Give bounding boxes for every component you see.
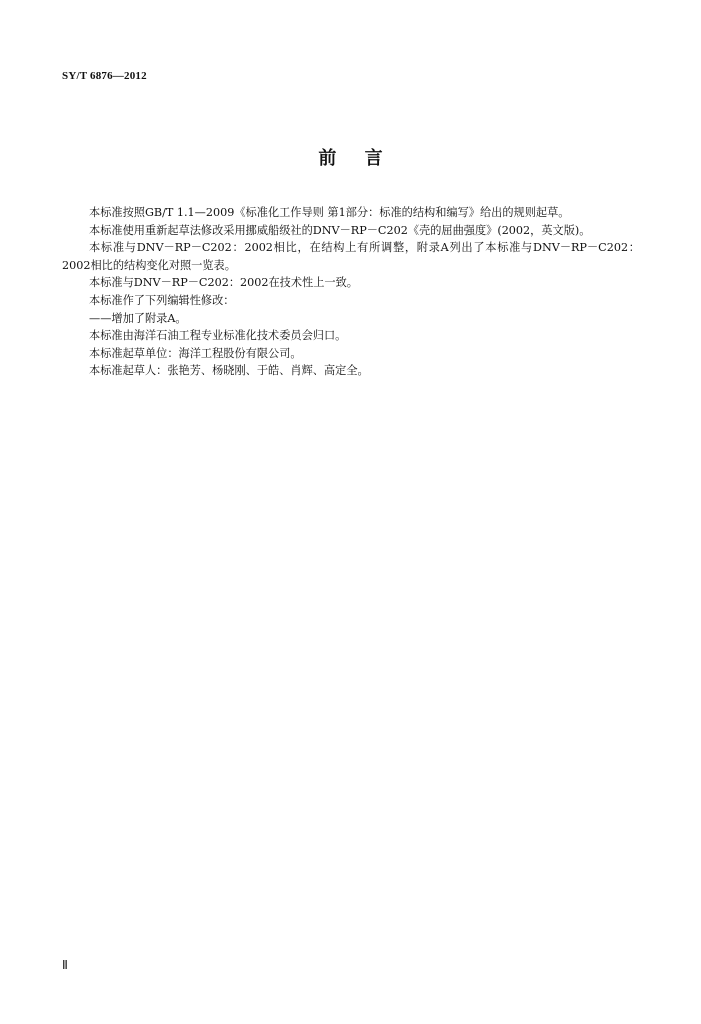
paragraph-drafting-rules: 本标准按照GB/T 1.1—2009《标准化工作导则 第1部分：标准的结构和编写》给出的规则起草。 [89, 206, 570, 219]
paragraph-drafting-unit: 本标准起草单位：海洋工程股份有限公司。 [89, 346, 302, 360]
paragraph-structure-change: 本标准与DNV－RP－C202：2002相比，在结构上有所调整，附录A列出了本标准与DNV－RP－C202：2002相比的结构变化对照一览表。 [62, 241, 640, 272]
paragraph-drafters: 本标准起草人：张艳芳、杨晓刚、于皓、肖辉、高定全。 [89, 364, 369, 378]
paragraph-adoption-method: 本标准使用重新起草法修改采用挪威船级社的DNV－RP－C202《壳的屈曲强度》(2002，英文版)。 [89, 223, 591, 237]
paragraph-editorial-changes: 本标准作了下列编辑性修改： [89, 293, 235, 307]
paragraph-editorial-item: ——增加了附录A。 [89, 311, 187, 325]
foreword-body [62, 204, 640, 380]
page-title: 前 言 [318, 148, 383, 169]
paragraph-technical-consistency: 本标准与DNV－RP－C202：2002在技术性上一致。 [89, 276, 358, 290]
standard-code: SY/T 6876—2012 [62, 70, 147, 82]
paragraph-technical-committee: 本标准由海洋石油工程专业标准化技术委员会归口。 [89, 329, 347, 343]
page-number: Ⅱ [62, 958, 68, 972]
